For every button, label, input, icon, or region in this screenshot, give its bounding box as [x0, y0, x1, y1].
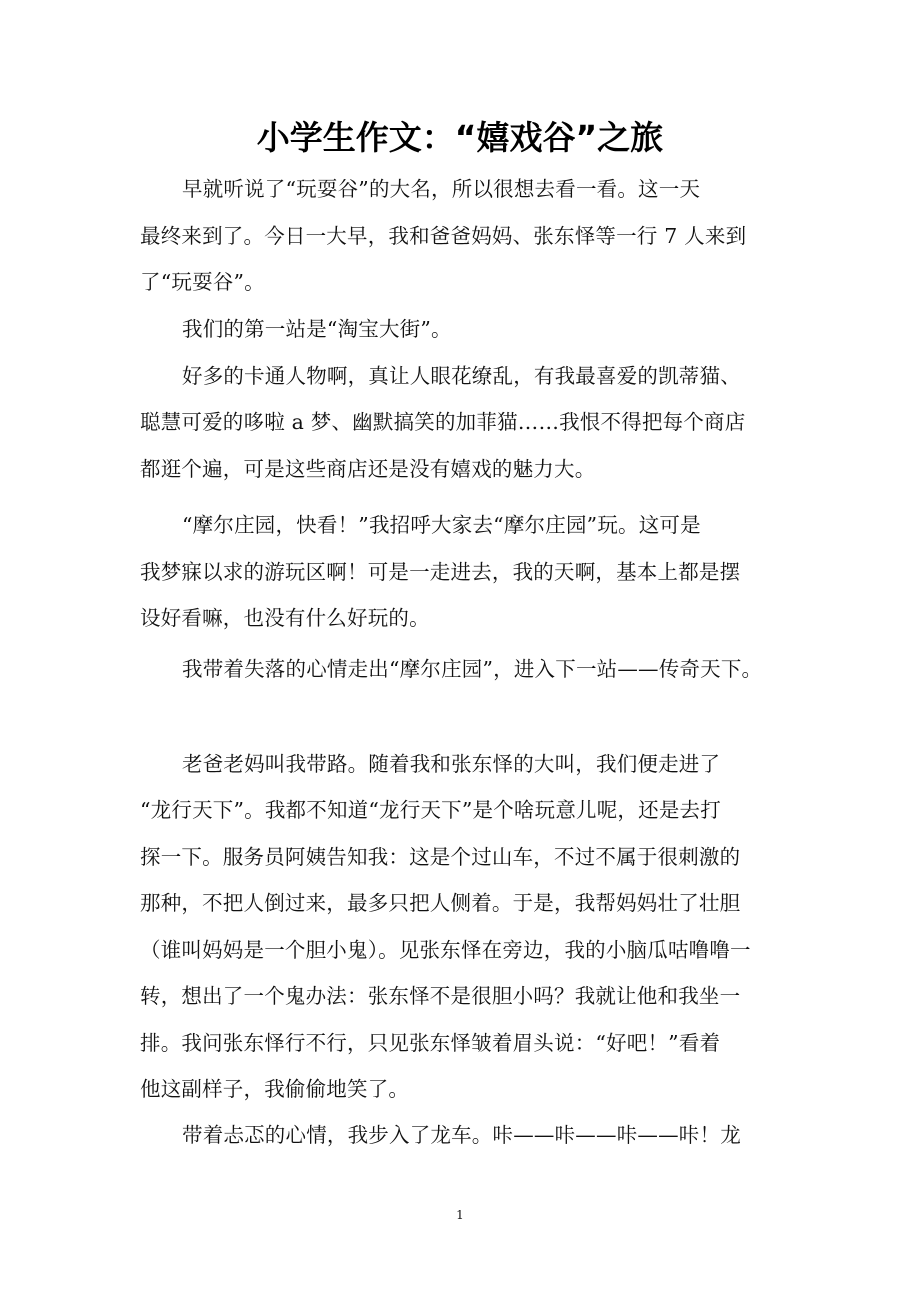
document-title: 小学生作文：“嬉戏谷”之旅	[256, 118, 664, 157]
page-number: 1	[456, 1208, 464, 1222]
paragraph-line: 转，想出了一个鬼办法：张东怿不是很胆小吗？我就让他和我坐一	[140, 984, 741, 1008]
paragraph-line: 探一下。服务员阿姨告知我：这是个过山车，不过不属于很刺激的	[140, 845, 741, 869]
paragraph-line: 聪慧可爱的哆啦 a 梦、幽默搞笑的加菲猫……我恨不得把每个商店	[140, 410, 746, 434]
paragraph-line: 都逛个遍，可是这些商店还是没有嬉戏的魅力大。	[140, 457, 596, 481]
paragraph-line: 他这副样子，我偷偷地笑了。	[140, 1077, 410, 1101]
paragraph-line: 设好看嘛，也没有什么好玩的。	[140, 606, 430, 630]
paragraph-line: 带着忐忑的心情，我步入了龙车。咔——咔——咔——咔！龙	[182, 1123, 741, 1147]
paragraph-line: 早就听说了“玩耍谷”的大名，所以很想去看一看。这一天	[182, 177, 701, 201]
paragraph-line: （谁叫妈妈是一个胆小鬼）。见张东怿在旁边，我的小脑瓜咕噜噜一	[140, 938, 751, 962]
paragraph-line: 我们的第一站是“淘宝大街”。	[182, 317, 452, 341]
paragraph-line: 老爸老妈叫我带路。随着我和张东怿的大叫，我们便走进了	[182, 752, 721, 776]
paragraph-line: “龙行天下”。我都不知道“龙行天下”是个啥玩意儿呢，还是去打	[140, 798, 721, 822]
paragraph-line: 了“玩耍谷”。	[140, 270, 265, 294]
paragraph-line: 我梦寐以求的游玩区啊！可是一走进去，我的天啊，基本上都是摆	[140, 560, 741, 584]
paragraph-line: 最终来到了。今日一大早，我和爸爸妈妈、张东怿等一行 7 人来到	[140, 224, 747, 248]
paragraph-line: 排。我问张东怿行不行，只见张东怿皱着眉头说：“好吧！”看着	[140, 1031, 721, 1055]
paragraph-line: 我带着失落的心情走出“摩尔庄园”，进入下一站——传奇天下。	[182, 657, 763, 681]
paragraph-line: 那种，不把人倒过来，最多只把人侧着。于是，我帮妈妈壮了壮胆	[140, 891, 741, 915]
paragraph-line: “摩尔庄园，快看！”我招呼大家去“摩尔庄园”玩。这可是	[182, 513, 701, 537]
paragraph-line: 好多的卡通人物啊，真让人眼花缭乱，有我最喜爱的凯蒂猫、	[182, 364, 741, 388]
